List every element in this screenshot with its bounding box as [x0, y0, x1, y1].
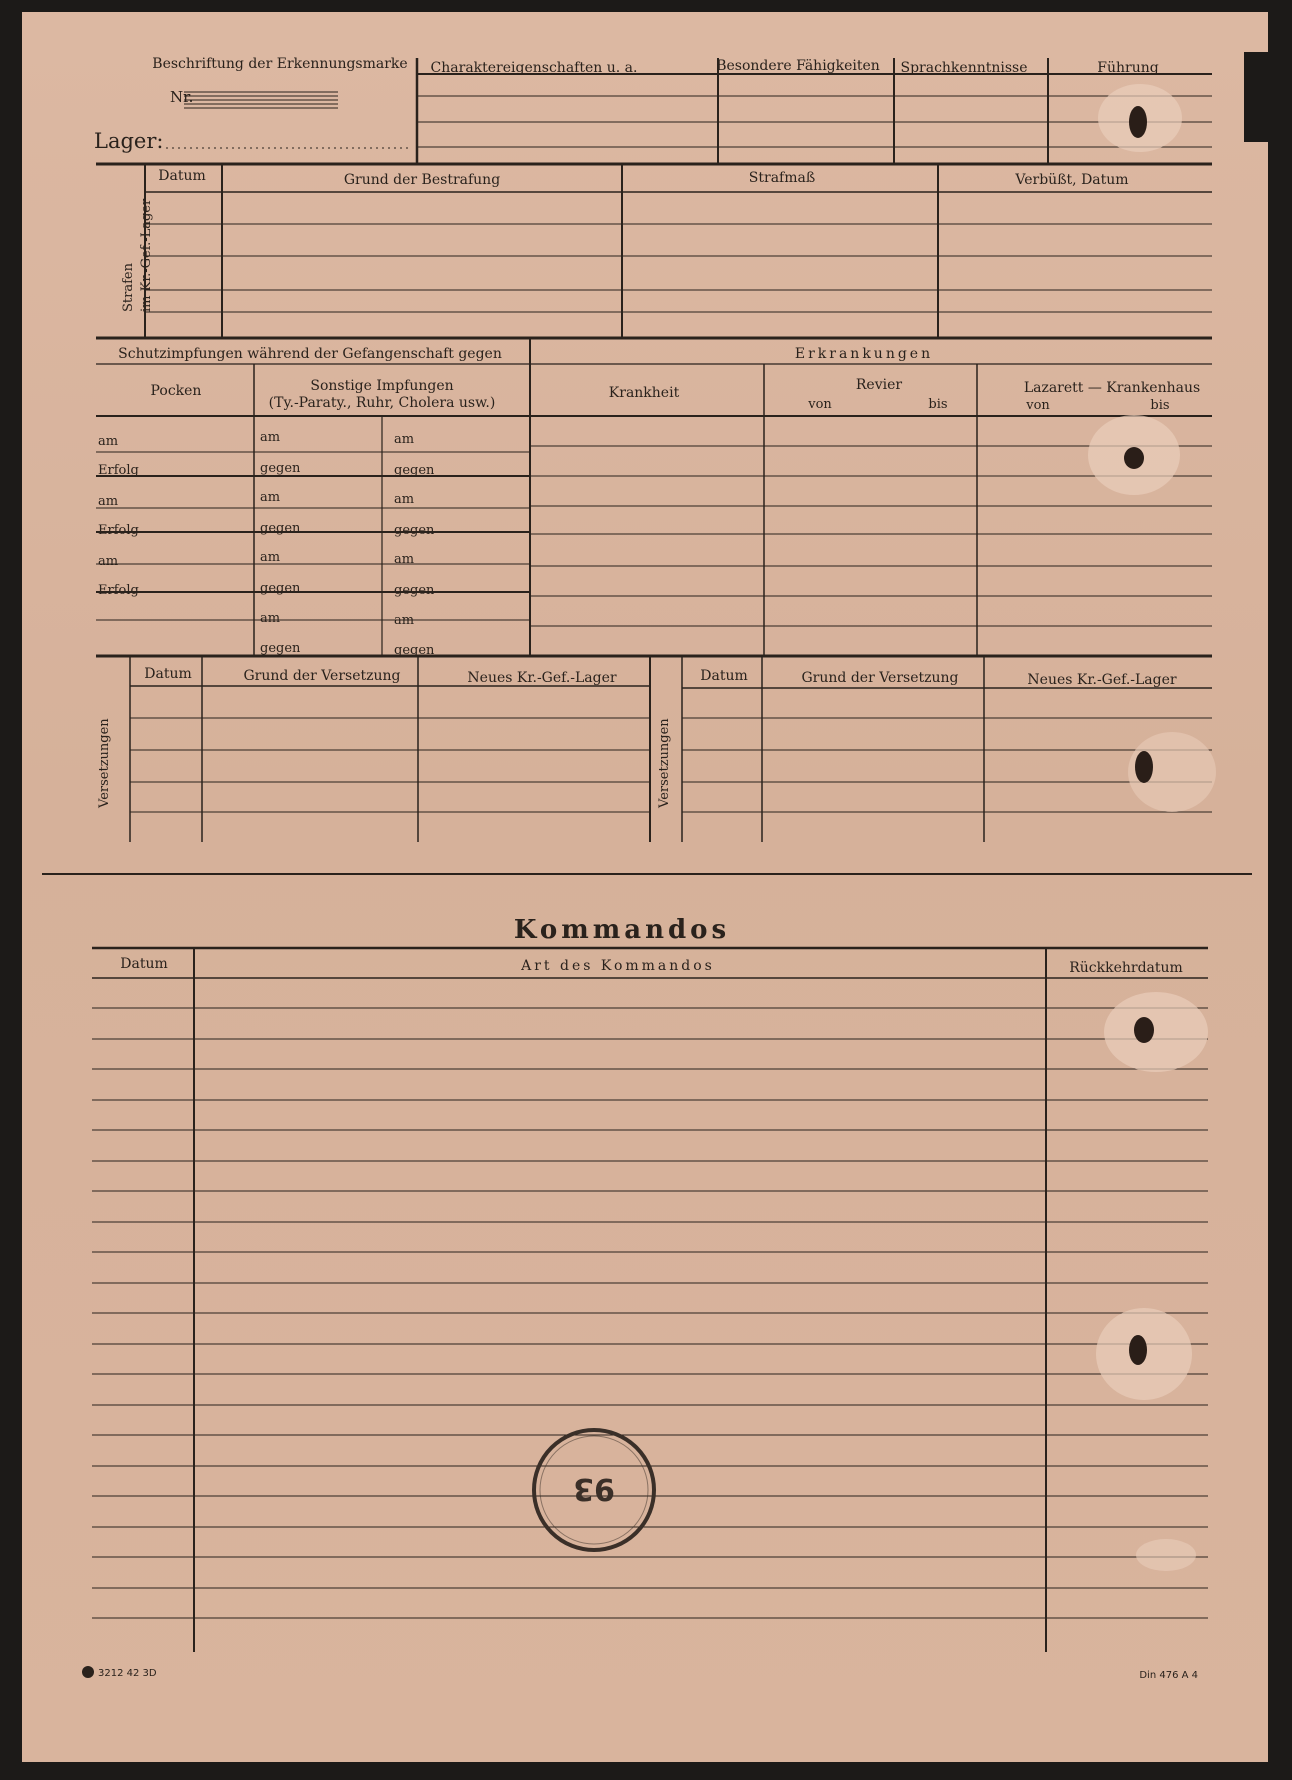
illnesses-col-sickbay: Revier [855, 377, 903, 393]
punishments-col-penalty: Strafmaß [748, 170, 816, 186]
illnesses-hospital-to: bis [1150, 398, 1170, 413]
transfers-left-col-new-camp: Neues Kr.-Gef.-Lager [467, 670, 617, 686]
other-vacc-row-label: am [260, 611, 281, 626]
other-vacc-row-label: gegen [260, 581, 301, 596]
punishments-col-served: Verbüßt, Datum [1015, 172, 1129, 188]
illnesses-sickbay-from: von [808, 397, 832, 412]
other-vacc-row-label: gegen [394, 643, 435, 658]
punishments-side-label-1: Strafen [121, 263, 136, 312]
header-camp-label: Lager: [94, 129, 164, 153]
transfers-left-col-reason: Grund der Versetzung [243, 668, 401, 684]
header-conduct: Führung [1097, 60, 1159, 76]
punishments-col-reason: Grund der Bestrafung [343, 172, 501, 188]
smallpox-row-label: Erfolg [98, 523, 139, 538]
other-vacc-row-label: gegen [260, 521, 301, 536]
kommandos-col-date: Datum [120, 956, 168, 972]
illnesses-col-hospital: Lazarett — Krankenhaus [1023, 380, 1201, 396]
form-sheet [22, 12, 1268, 1762]
transfers-left-col-date: Datum [144, 666, 192, 682]
header-tag-inscription: Beschriftung der Erkennungsmarke [152, 56, 408, 72]
kommandos-col-kind: Art des Kommandos [521, 958, 715, 974]
header-character: Charaktereigenschaften u. a. [430, 60, 638, 76]
other-vacc-row-label: gegen [394, 523, 435, 538]
transfers-right-col-reason: Grund der Versetzung [801, 670, 959, 686]
kommandos-title: Kommandos [513, 915, 731, 945]
punch-hole-decoration [1088, 84, 1216, 1571]
illnesses-col-illness: Krankheit [608, 385, 680, 401]
form-lines [22, 12, 1268, 1762]
smallpox-row-label: am [98, 494, 119, 509]
smallpox-row-label: am [98, 554, 119, 569]
smallpox-row-label: Erfolg [98, 463, 139, 478]
stamp-number: 93 [573, 1471, 615, 1506]
other-vacc-row-label: am [394, 613, 415, 628]
other-vacc-row-label: gegen [260, 461, 301, 476]
footer-print-code: 3212 42 3D [98, 1668, 157, 1679]
illnesses-hospital-from: von [1026, 398, 1050, 413]
kommandos-col-return: Rückkehrdatum [1069, 960, 1183, 976]
other-vacc-row-label: gegen [260, 641, 301, 656]
other-vacc-row-label: am [394, 552, 415, 567]
header-languages: Sprachkenntnisse [900, 60, 1028, 76]
vaccinations-title: Schutzimpfungen während der Gefangenschaft gegen [118, 346, 502, 362]
other-vacc-row-label: am [260, 490, 281, 505]
punishments-side-label-2: im Kr.-Gef.-Lager [139, 198, 154, 312]
transfers-right-col-new-camp: Neues Kr.-Gef.-Lager [1027, 672, 1177, 688]
other-vacc-row-label: am [260, 550, 281, 565]
punishments-col-date: Datum [158, 168, 206, 184]
other-vacc-row-label: am [394, 432, 415, 447]
transfers-right-col-date: Datum [700, 668, 748, 684]
vaccinations-col-smallpox: Pocken [150, 383, 202, 399]
other-vacc-row-label: gegen [394, 583, 435, 598]
other-vacc-row-label: gegen [394, 463, 435, 478]
other-vacc-row-label: am [260, 430, 281, 445]
footer-din: Din 476 A 4 [1139, 1670, 1198, 1681]
vaccinations-col-other-1: Sonstige Impfungen [310, 378, 454, 394]
illnesses-title: Erkrankungen [794, 346, 934, 362]
transfers-side-label-left: Versetzungen [97, 718, 112, 808]
illnesses-sickbay-to: bis [928, 397, 948, 412]
printer-mark-icon [82, 1666, 94, 1678]
header-special-skills: Besondere Fähigkeiten [716, 58, 880, 74]
smallpox-row-label: Erfolg [98, 583, 139, 598]
transfers-side-label-right: Versetzungen [657, 718, 672, 808]
smallpox-row-label: am [98, 434, 119, 449]
header-nr-label: Nr. [170, 88, 194, 106]
other-vacc-row-label: am [394, 492, 415, 507]
round-stamp [534, 1430, 654, 1550]
vaccinations-col-other-2: (Ty.-Paraty., Ruhr, Cholera usw.) [268, 395, 496, 411]
torn-corner-decoration [1244, 52, 1268, 142]
